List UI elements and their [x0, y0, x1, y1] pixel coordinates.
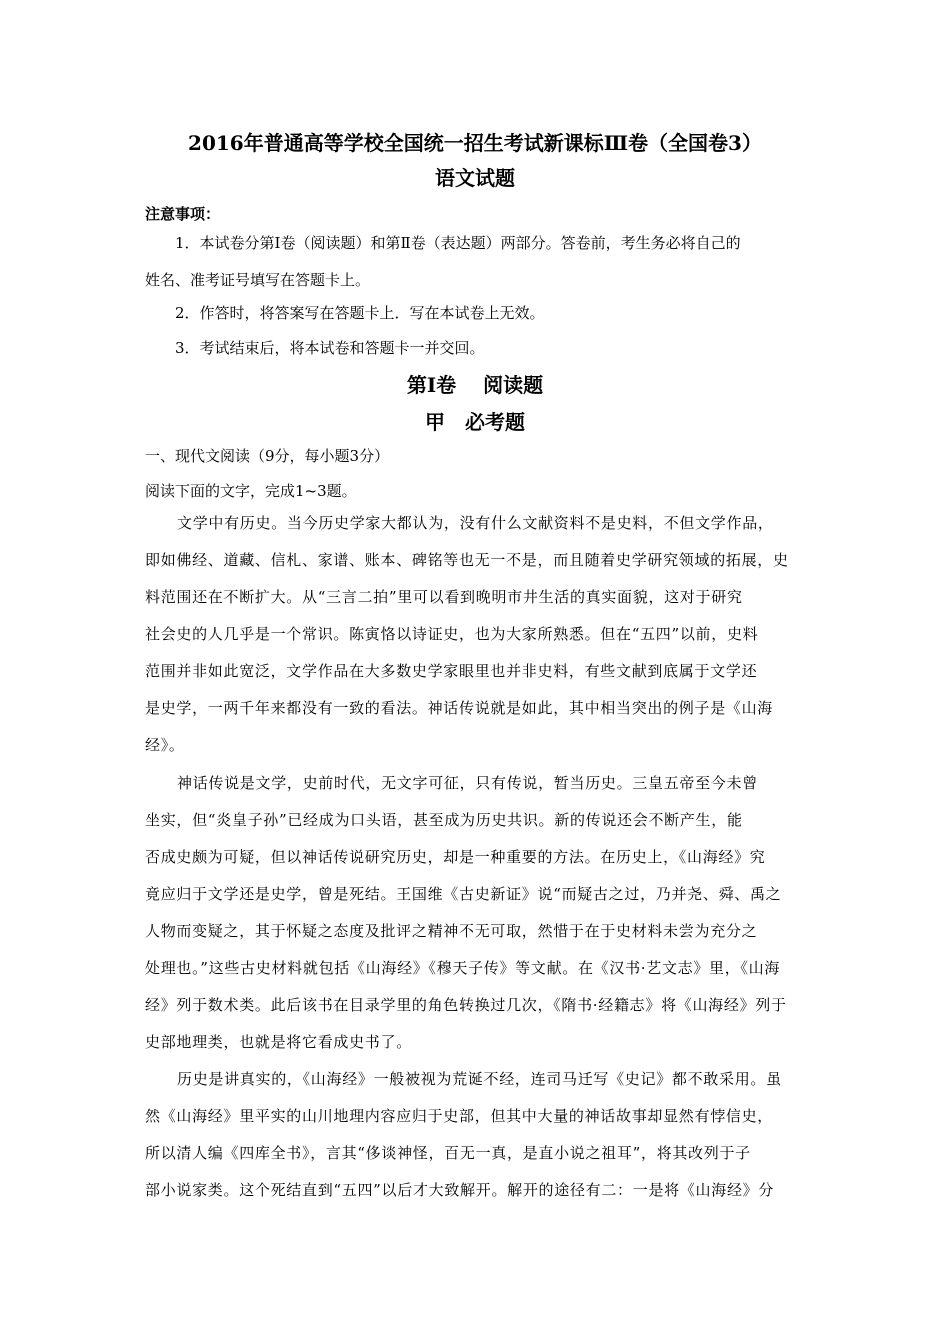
notice-item-2: 2．作答时，将答案写在答题卡上．写在本试卷上无效。 [175, 304, 545, 322]
passage-line: 坐实，但“炎皇子孙”已经成为口头语，甚至成为历史共识。新的传说还会不断产生，能 [145, 811, 743, 829]
passage-line: 社会史的人几乎是一个常识。陈寅恪以诗证史，也为大家所熟悉。但在“五四”以前，史料 [145, 625, 759, 643]
passage-line: 竟应归于文学还是史学，曾是死结。王国维《古史新证》说“而疑古之过，乃并尧、舜、禹之 [145, 885, 782, 903]
passage-line: 范围并非如此宽泛，文学作品在大多数史学家眼里也并非史料，有些文献到底属于文学还 [145, 662, 758, 680]
passage-line: 处理也。”这些古史材料就包括《山海经》《穆天子传》等文献。在《汉书·艺文志》里，《山海 [145, 959, 781, 977]
exam-subtitle: 语文试题 [435, 166, 515, 190]
passage-line: 史部地理类，也就是将它看成史书了。 [145, 1033, 412, 1051]
passage-line: 经》列于数术类。此后该书在目录学里的角色转换过几次，《隋书·经籍志》将《山海经》列于 [145, 996, 787, 1014]
passage-line: 料范围还在不断扩大。从“三言二拍”里可以看到晚明市井生活的真实面貌，这对于研究 [145, 588, 743, 606]
section-title: 甲 必考题 [425, 410, 525, 434]
passage-line: 即如佛经、道藏、信札、家谱、账本、碑铭等也无一不是，而且随着史学研究领域的拓展，史 [145, 551, 789, 569]
passage-line: 部小说家类。这个死结直到“五四”以后才大致解开。解开的途径有二：一是将《山海经》分 [145, 1181, 775, 1199]
passage-line: 否成史颇为可疑，但以神话传说研究历史，却是一种重要的方法。在历史上，《山海经》究 [145, 848, 766, 866]
question-instruction: 阅读下面的文字，完成1~3题。 [145, 482, 357, 500]
passage-line: 是史学，一两千年来都没有一致的看法。神话传说就是如此，其中相当突出的例子是《山海 [145, 699, 774, 717]
notice-item-3: 3．考试结束后，将本试卷和答题卡一并交回。 [175, 339, 485, 357]
passage-line: 所以清人编《四库全书》，言其“侈谈神怪，百无一真，是直小说之祖耳”，将其改列于子 [145, 1144, 751, 1162]
passage-line: 神话传说是文学，史前时代，无文字可征，只有传说，暂当历史。三皇五帝至今未曾 [177, 774, 758, 792]
part-title: 第Ⅰ卷 阅读题 [406, 373, 544, 397]
passage-line: 然《山海经》里平实的山川地理内容应归于史部，但其中大量的神话故事却显然有悖信史， [145, 1107, 774, 1125]
exam-title: 2016年普通高等学校全国统一招生考试新课标Ⅲ卷（全国卷3） [188, 131, 762, 155]
notice-item-1-cont: 姓名、准考证号填写在答题卡上。 [145, 271, 371, 289]
question-header: 一、现代文阅读（9分，每小题3分） [145, 447, 390, 465]
notice-item-1: 1．本试卷分第Ⅰ卷（阅读题）和第Ⅱ卷（表达题）两部分。答卷前，考生务必将自己的 [175, 234, 741, 252]
passage-line: 文学中有历史。当今历史学家大都认为，没有什么文献资料不是史料，不但文学作品， [177, 514, 774, 532]
passage-line: 经》。 [145, 736, 185, 754]
passage-line: 历史是讲真实的，《山海经》一般被视为荒诞不经，连司马迁写《史记》都不敢采用。虽 [177, 1070, 782, 1088]
passage-line: 人物而变疑之，其于怀疑之态度及批评之精神不无可取，然惜于在于史材料未尝为充分之 [145, 922, 758, 940]
notice-heading: 注意事项： [145, 205, 221, 223]
